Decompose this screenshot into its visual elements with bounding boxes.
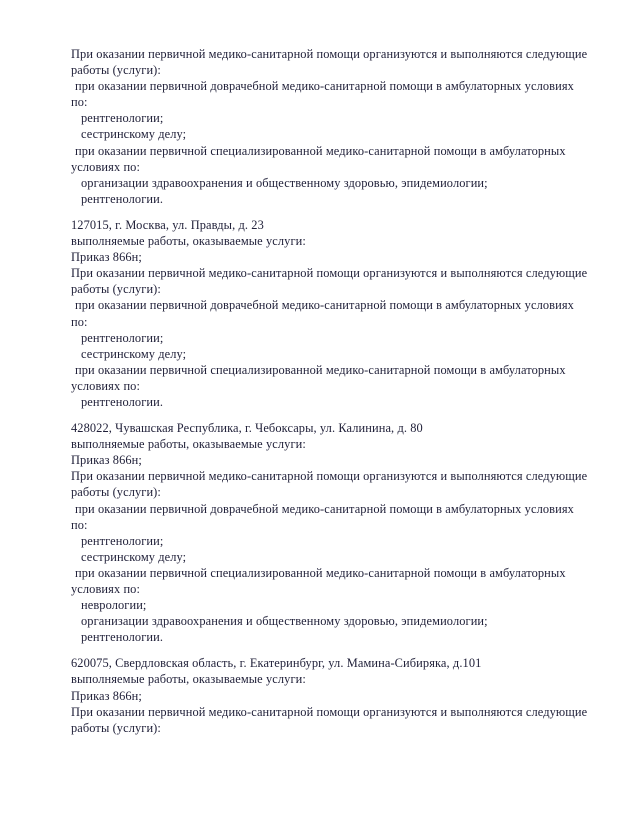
- text-line: Приказ 866н;: [71, 453, 142, 468]
- text-line: сестринскому делу;: [81, 346, 187, 361]
- text-line: при оказании первичной доврачебной медико-санитарной помощи в амбулаторных условиях: [75, 501, 574, 516]
- text-line: 428022, Чувашская Республика, г. Чебоксары, ул. Калинина, д. 80: [71, 421, 423, 436]
- text-line: рентгенологии;: [81, 533, 164, 548]
- text-line: условиях по:: [71, 159, 141, 174]
- text-line: при оказании первичной специализированной медико-санитарной помощи в амбулаторных: [75, 565, 566, 580]
- text-line: работы (услуги):: [71, 720, 161, 735]
- text-line: При оказании первичной медико-санитарной помощи организуются и выполняются следующие: [71, 266, 588, 281]
- text-line: по:: [71, 95, 88, 110]
- text-line: Приказ 866н;: [71, 688, 142, 703]
- text-line: работы (услуги):: [71, 282, 161, 297]
- text-line: При оказании первичной медико-санитарной помощи организуются и выполняются следующие: [71, 469, 588, 484]
- text-line: организации здравоохранения и общественному здоровью, эпидемиологии;: [81, 175, 488, 190]
- text-line: При оказании первичной медико-санитарной помощи организуются и выполняются следующие: [71, 704, 588, 719]
- text-line: при оказании первичной доврачебной медико-санитарной помощи в амбулаторных условиях: [75, 79, 574, 94]
- license-section: [71, 46, 623, 207]
- text-line: выполняемые работы, оказываемые услуги:: [71, 437, 306, 452]
- text-line: 127015, г. Москва, ул. Правды, д. 23: [71, 217, 264, 232]
- license-section: [71, 420, 623, 645]
- text-line: 620075, Свердловская область, г. Екатеринбург, ул. Мамина-Сибиряка, д.101: [71, 656, 482, 671]
- text-line: при оказании первичной специализированной медико-санитарной помощи в амбулаторных: [75, 362, 566, 377]
- text-line: сестринскому делу;: [81, 127, 187, 142]
- text-line: рентгенологии;: [81, 111, 164, 126]
- text-line: При оказании первичной медико-санитарной помощи организуются и выполняются следующие: [71, 47, 588, 61]
- license-section: [71, 655, 623, 735]
- text-line: работы (услуги):: [71, 63, 161, 78]
- text-line: по:: [71, 314, 88, 329]
- text-line: организации здравоохранения и общественному здоровью, эпидемиологии;: [81, 614, 488, 629]
- text-line: при оказании первичной доврачебной медико-санитарной помощи в амбулаторных условиях: [75, 298, 574, 313]
- license-section: [71, 217, 623, 410]
- text-line: Приказ 866н;: [71, 250, 142, 265]
- text-line: по:: [71, 517, 88, 532]
- document-content: [71, 46, 623, 746]
- text-line: рентгенологии.: [81, 191, 164, 206]
- text-line: рентгенологии.: [81, 394, 164, 409]
- text-line: условиях по:: [71, 582, 141, 596]
- text-line: работы (услуги):: [71, 485, 161, 500]
- text-line: выполняемые работы, оказываемые услуги:: [71, 672, 306, 687]
- text-line: условиях по:: [71, 378, 141, 393]
- text-line: при оказании первичной специализированной медико-санитарной помощи в амбулаторных: [75, 143, 566, 158]
- text-line: выполняемые работы, оказываемые услуги:: [71, 234, 306, 249]
- text-line: рентгенологии.: [81, 630, 164, 645]
- text-line: рентгенологии;: [81, 330, 164, 345]
- text-line: неврологии;: [81, 598, 147, 613]
- text-line: сестринскому делу;: [81, 549, 187, 564]
